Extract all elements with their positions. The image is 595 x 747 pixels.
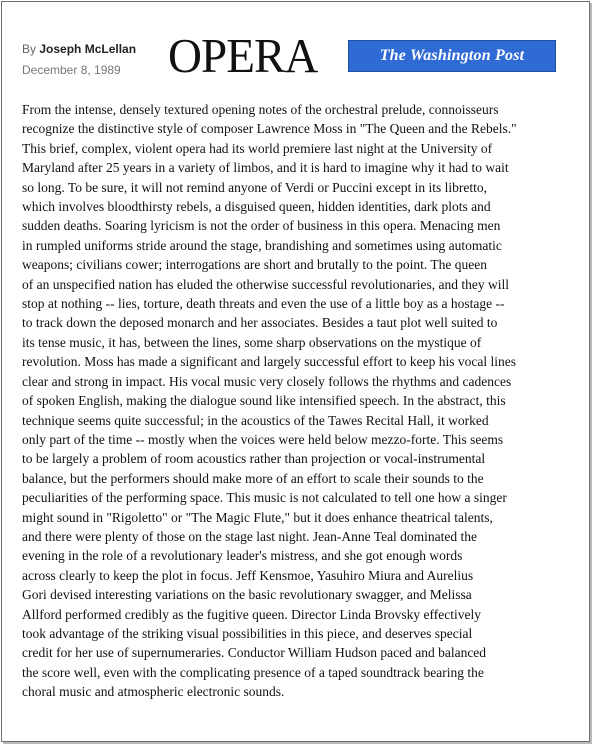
article-line: This brief, complex, violent opera had its world premiere last night at the University of [22, 140, 493, 156]
article-line: Maryland after 25 years in a variety of limbos, and it is hard to imagine why it had to wait [22, 160, 509, 176]
article-line: of spoken English, making the dialogue sound like intensified speech. In the abstract, this [22, 393, 506, 409]
publication-date: December 8, 1989 [22, 63, 121, 77]
article-line: choral music and atmospheric electronic sounds. [22, 684, 285, 700]
author-name: Joseph McLellan [39, 42, 137, 56]
article-line: so long. To be sure, it will not remind anyone of Verdi or Puccini except in its libretto, [22, 179, 487, 195]
washington-post-logo: The Washington Post [348, 40, 556, 72]
article-line: weapons; civilians cower; interrogations are short and brutally to the point. The queen [22, 257, 487, 273]
article-line: its tense music, it has, between the lines, some sharp observations on the mystique of [22, 334, 482, 350]
page-frame [1, 1, 590, 742]
article-line: credit for her use of supernumeraries. Conductor William Hudson paced and balanced [22, 645, 487, 661]
article-line: peculiarities of the performing space. This music is not calculated to tell one how a singer [22, 490, 507, 506]
article-line: of an unspecified nation has eluded the otherwise successful revolutionaries, and they will [22, 276, 509, 292]
article-line: which involves bloodthirsty rebels, a disguised queen, hidden identities, dark plots and [22, 199, 491, 215]
article-line: only part of the time -- mostly when the voices were held below mezzo-forte. This seems [22, 431, 504, 447]
article-line: balance, but the performers should make more of an effort to scale their sounds to the [22, 470, 484, 486]
article-line: the score well, even with the complicating presence of a taped soundtrack bearing the [22, 664, 484, 680]
byline [22, 42, 136, 56]
article-line: might sound in "Rigoletto" or "The Magic Flute," but it does enhance theatrical talents, [22, 509, 493, 525]
article-line: to be largely a problem of room acoustics rather than projection or vocal-instrumental [22, 451, 486, 467]
article-line: stop at nothing -- lies, torture, death threats and even the use of a little boy as a hostage -- [22, 296, 505, 312]
article-line: technique seems quite successful; in the acoustics of the Tawes Recital Hall, it worked [22, 412, 489, 428]
article-line: From the intense, densely textured opening notes of the orchestral prelude, connoisseurs [22, 102, 499, 117]
article-body [22, 100, 579, 702]
article-line: clear and strong in impact. His vocal music very closely follows the rhythms and cadences [22, 373, 512, 389]
article-line: sudden deaths. Soaring lyricism is not the order of business in this opera. Menacing men [22, 218, 501, 234]
article-line: evening in the role of a revolutionary leader's mistress, and she got enough words [22, 548, 463, 564]
article-line: took advantage of the striking visual possibilities in this piece, and deserves special [22, 625, 473, 641]
article-line: Allford performed credibly as the fugitive queen. Director Linda Brovsky effectively [22, 606, 481, 622]
article-line: Gori devised interesting variations on the basic revolutionary swagger, and Melissa [22, 587, 472, 603]
article-line: to track down the deposed monarch and her associates. Besides a taut plot well suited to [22, 315, 498, 331]
article-line: in rumpled uniforms stride around the stage, brandishing and sometimes using automatic [22, 237, 502, 253]
article-line: revolution. Moss has made a significant and largely successful effort to keep his vocal lines [22, 354, 517, 370]
section-title: OPERA [168, 28, 318, 83]
article-line: recognize the distinctive style of composer Lawrence Moss in "The Queen and the Rebels." [22, 121, 517, 137]
byline-prefix: By [22, 42, 37, 56]
article-line: and there were plenty of those on the stage last night. Jean-Anne Teal dominated the [22, 528, 478, 544]
article-line: across clearly to keep the plot in focus. Jeff Kensmoe, Yasuhiro Miura and Aurelius [22, 567, 474, 583]
